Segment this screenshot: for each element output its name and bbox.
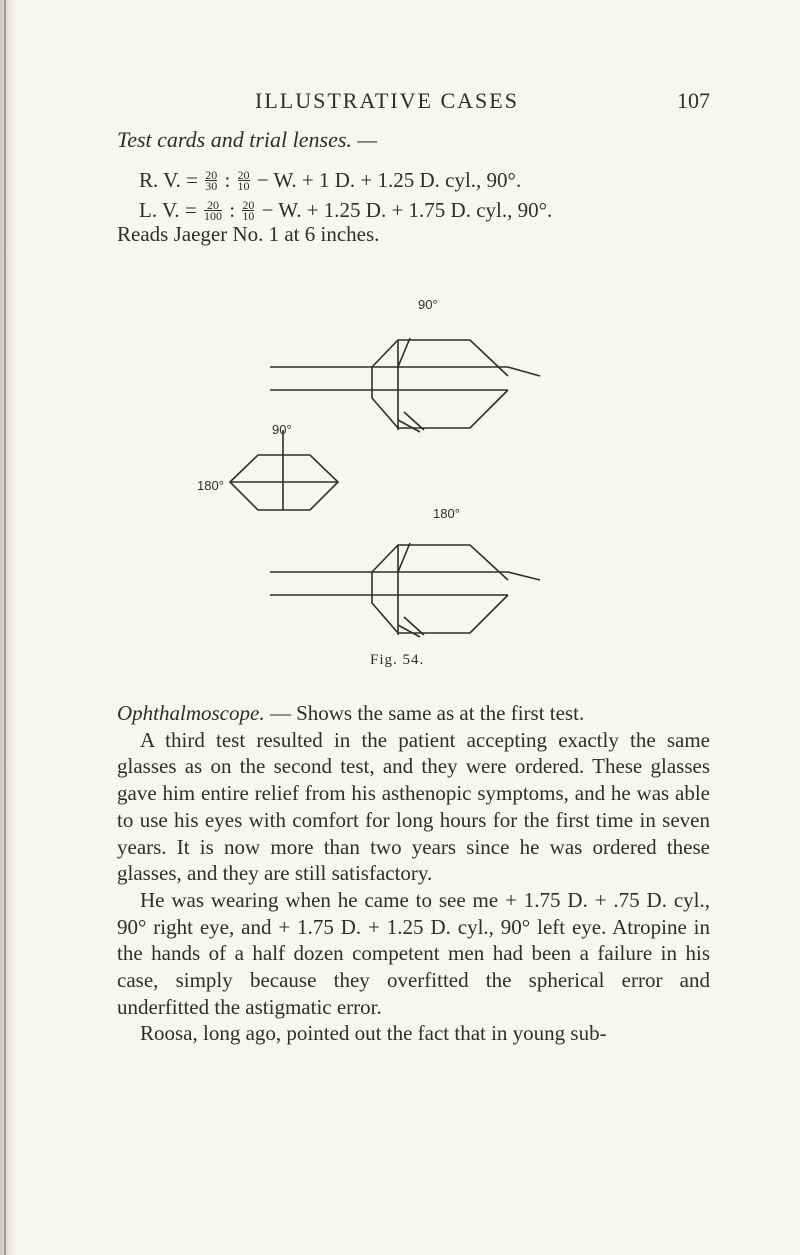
running-head-title: ILLUSTRATIVE CASES (255, 88, 519, 113)
jaeger-reading-line: Reads Jaeger No. 1 at 6 inches. (117, 222, 380, 246)
top-upper-half (372, 340, 508, 376)
top-lower-half (372, 390, 508, 428)
bottom-upper-half (372, 545, 508, 580)
figure-caption: Fig. 54. (370, 652, 425, 668)
label-180-right: 180° (433, 506, 460, 521)
left-eye-correction: − W. + 1.25 D. + 1.75 D. cyl., 90°. (261, 198, 553, 222)
ratio-separator: : (224, 168, 231, 192)
fraction-denominator: 30 (205, 179, 218, 193)
paragraph-roosa: Roosa, long ago, pointed out the fact that in young sub- (140, 1021, 607, 1046)
bottom-arrow-lines (270, 572, 540, 595)
top-arrow-lines (270, 367, 540, 390)
top-hatch (398, 412, 424, 432)
fraction-numerator: 20 (242, 198, 255, 212)
label-middle-90: 90° (272, 422, 292, 437)
section-heading: Test cards and trial lenses. — (117, 127, 377, 152)
body-text (117, 700, 710, 1047)
ophthalmoscope-lead: Ophthalmoscope. (117, 701, 265, 725)
fraction-denominator: 10 (242, 209, 255, 223)
ophthalmoscope-text: — Shows the same as at the first test. (264, 701, 585, 725)
fraction-numerator: 20 (237, 168, 250, 182)
ratio-separator: : (229, 198, 236, 222)
ophthalmoscope-paragraph (117, 700, 710, 727)
fraction-numerator: 20 (204, 200, 222, 211)
paragraph-third-test: A third test resulted in the patient accepting exactly the same glasses as on the second test, and they were ordered. These glasses gave him entire relief from his asthenopic symptoms, and he was able to use his eyes with comfort for long hours for the first time in seven years. It is now more than two years since he was ordered these glasses, and they are still satisfactory. (117, 727, 710, 886)
paragraph-wearing: He was wearing when he came to see me + 1.75 D. + .75 D. cyl., 90° right eye, and + 1.75 D. + 1.25 D. cyl., 90° left eye. Atropine in the hands of a half dozen competent men had been a failure in his case, simply because they overfitted the spherical error and underfitted the astigmatic error. (117, 887, 710, 1019)
bottom-hatch (398, 617, 424, 637)
fraction-denominator: 100 (204, 209, 222, 223)
fraction-denominator: 10 (237, 179, 250, 193)
label-top-90: 90° (418, 297, 438, 312)
right-eye-prefix: R. V. = (139, 168, 198, 192)
page-number: 107 (677, 88, 710, 113)
label-180-left: 180° (197, 478, 224, 493)
right-eye-correction: − W. + 1 D. + 1.25 D. cyl., 90°. (256, 168, 522, 192)
bottom-lower-half (372, 595, 508, 633)
left-eye-prefix: L. V. = (139, 198, 197, 222)
fraction-numerator: 20 (205, 168, 218, 182)
